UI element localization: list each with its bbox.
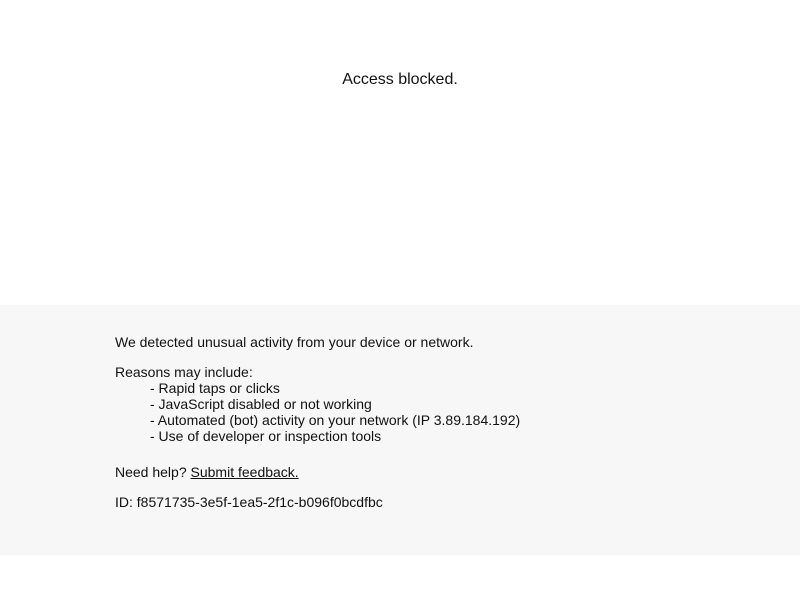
reason-item-dev-tools: - Use of developer or inspection tools	[150, 428, 382, 444]
request-id-value: f8571735-3e5f-1ea5-2f1c-b096f0bcdfbc	[136, 494, 383, 510]
request-id-label: ID:	[115, 494, 133, 510]
help-line	[115, 464, 715, 480]
info-panel-content	[115, 334, 715, 510]
reason-item-javascript: - JavaScript disabled or not working	[150, 396, 372, 412]
info-panel	[0, 305, 800, 555]
reasons-list	[115, 380, 715, 444]
request-id	[115, 494, 715, 510]
reasons-label: Reasons may include:	[115, 364, 253, 380]
page-title: Access blocked.	[342, 71, 458, 88]
detection-message: We detected unusual activity from your device or network.	[115, 334, 474, 350]
reason-item-rapid-taps: - Rapid taps or clicks	[150, 380, 280, 396]
reason-item-bot-activity: - Automated (bot) activity on your network (IP 3.89.184.192)	[150, 412, 521, 428]
submit-feedback-link[interactable]: Submit feedback.	[190, 464, 299, 480]
help-prefix: Need help?	[115, 464, 187, 480]
